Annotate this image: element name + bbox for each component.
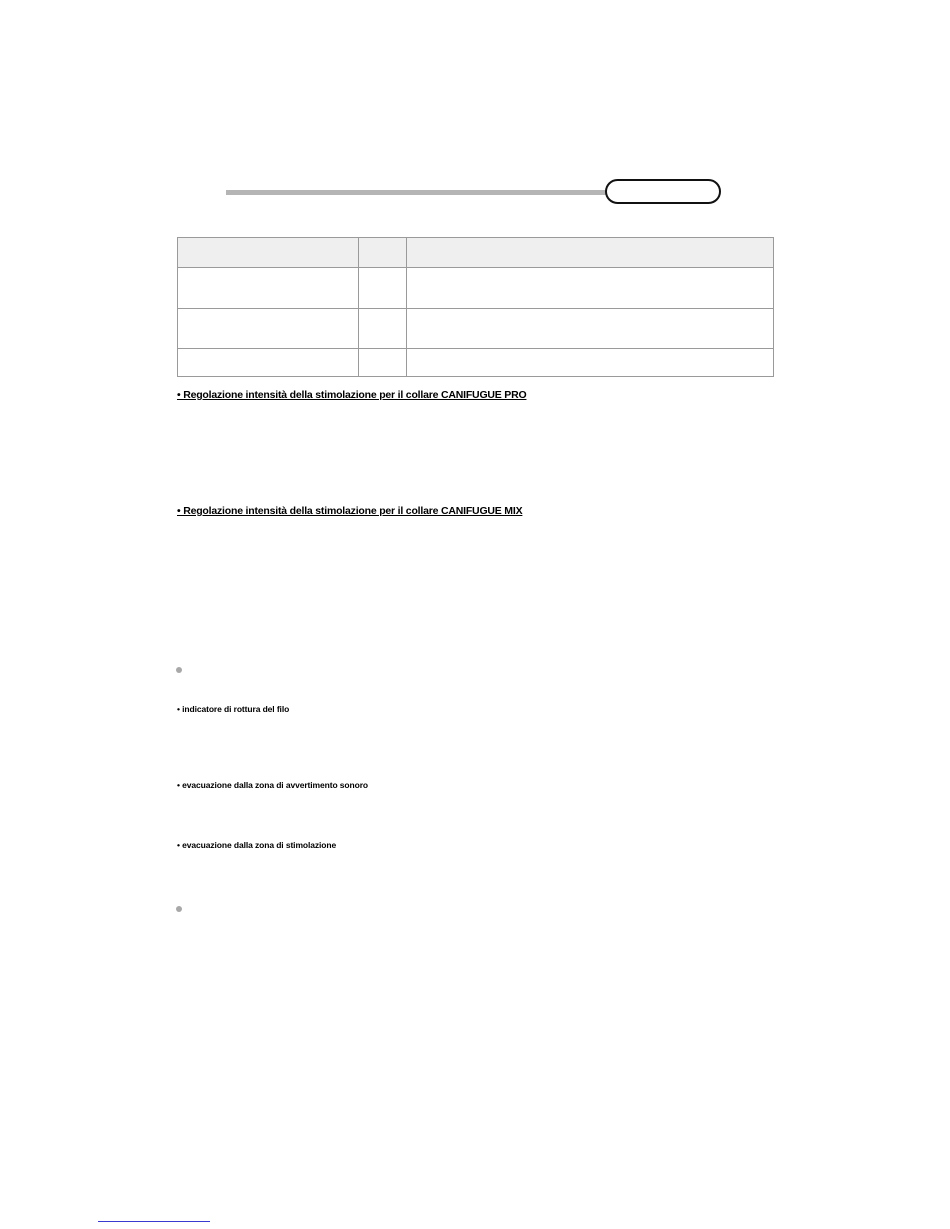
- table-cell: [407, 268, 774, 309]
- table-header-cell: [178, 238, 359, 268]
- table-header-cell: [407, 238, 774, 268]
- table-row: [178, 268, 774, 309]
- table-header-cell: [359, 238, 407, 268]
- wire-break-indicator-item: • indicatore di rottura del filo: [177, 704, 290, 714]
- table-cell: [359, 309, 407, 349]
- table-cell: [178, 268, 359, 309]
- header-rule: [226, 190, 610, 195]
- settings-table: [177, 237, 774, 377]
- stimulation-zone-evacuation-item: • evacuazione dalla zona di stimolazione: [177, 840, 337, 850]
- table-row: [178, 349, 774, 377]
- page-label-pill: [605, 179, 721, 204]
- table-cell: [178, 309, 359, 349]
- bullet-dot-icon: [176, 906, 182, 912]
- table-cell: [178, 349, 359, 377]
- table-cell: [359, 349, 407, 377]
- table-row: [178, 309, 774, 349]
- table-cell: [407, 309, 774, 349]
- footer-link-underline: [98, 1221, 210, 1222]
- table-cell: [359, 268, 407, 309]
- bullet-dot-icon: [176, 667, 182, 673]
- table-header-row: [178, 238, 774, 268]
- pro-intensity-heading: • Regolazione intensità della stimolazione per il collare CANIFUGUE PRO: [177, 389, 527, 401]
- mix-intensity-heading: • Regolazione intensità della stimolazione per il collare CANIFUGUE MIX: [177, 505, 523, 517]
- sound-zone-evacuation-item: • evacuazione dalla zona di avvertimento sonoro: [177, 780, 368, 790]
- table-cell: [407, 349, 774, 377]
